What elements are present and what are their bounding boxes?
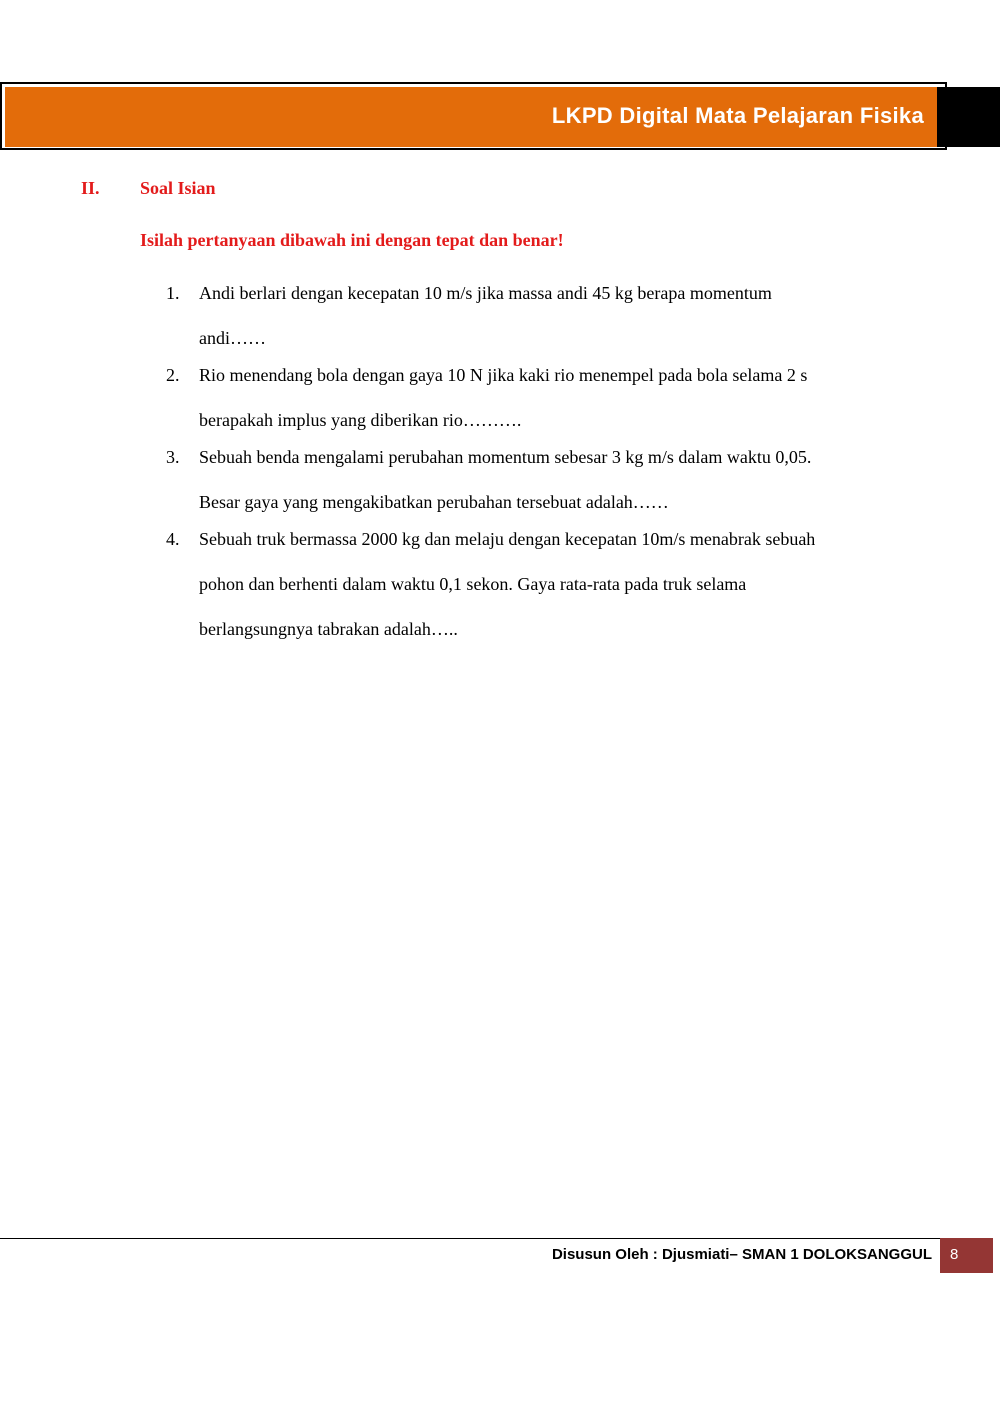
question-text-line: Besar gaya yang mengakibatkan perubahan tersebuat adalah…… xyxy=(199,492,669,512)
instruction-text: Isilah pertanyaan dibawah ini dengan tepat dan benar! xyxy=(140,230,564,250)
page-number-badge xyxy=(940,1238,993,1273)
page-number: 8 xyxy=(950,1246,959,1263)
question-list xyxy=(166,282,886,652)
question-number: 3. xyxy=(166,447,180,467)
question-text-line: andi…… xyxy=(199,328,266,348)
header-black-block xyxy=(937,87,1000,147)
question-text-line: Andi berlari dengan kecepatan 10 m/s jika massa andi 45 kg berapa momentum xyxy=(199,283,772,303)
question-number: 2. xyxy=(166,365,180,385)
question-text-line: Rio menendang bola dengan gaya 10 N jika kaki rio menempel pada bola selama 2 s xyxy=(199,365,808,385)
question-text-line: berapakah implus yang diberikan rio………. xyxy=(199,410,522,430)
document-title: LKPD Digital Mata Pelajaran Fisika xyxy=(551,103,924,128)
question-text-line: Sebuah benda mengalami perubahan momentum sebesar 3 kg m/s dalam waktu 0,05. xyxy=(199,447,812,467)
question-item xyxy=(166,435,886,525)
question-item xyxy=(166,517,886,652)
question-text-line: berlangsungnya tabrakan adalah….. xyxy=(199,619,458,639)
footer-divider xyxy=(0,1238,940,1239)
section-title: Soal Isian xyxy=(140,178,216,198)
section-number: II. xyxy=(81,178,100,198)
question-text-line: pohon dan berhenti dalam waktu 0,1 sekon. Gaya rata-rata pada truk selama xyxy=(199,574,747,594)
question-item xyxy=(166,271,886,361)
question-item xyxy=(166,353,886,443)
footer-author: Disusun Oleh : Djusmiati– SMAN 1 DOLOKSANGGUL xyxy=(551,1246,932,1263)
question-number: 4. xyxy=(166,529,180,549)
question-number: 1. xyxy=(166,283,180,303)
question-text-line: Sebuah truk bermassa 2000 kg dan melaju dengan kecepatan 10m/s menabrak sebuah xyxy=(199,529,816,549)
